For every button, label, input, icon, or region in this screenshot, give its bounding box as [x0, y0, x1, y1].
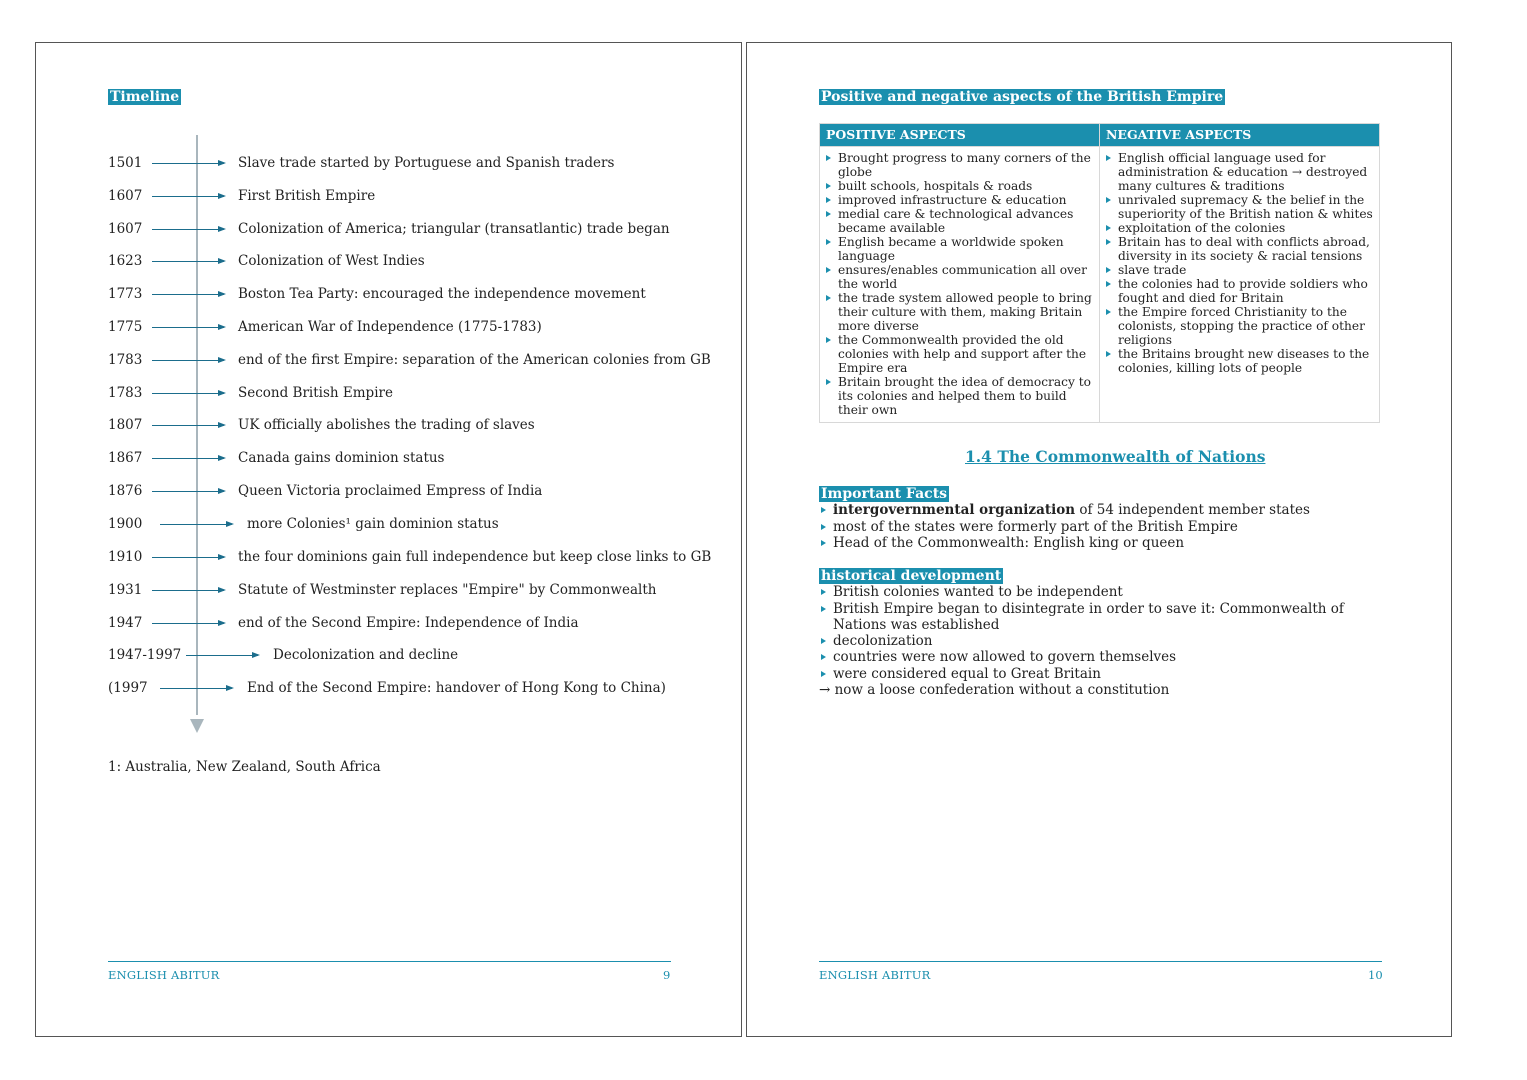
timeline-row	[36, 580, 736, 600]
section-title: 1.4 The Commonwealth of Nations	[965, 447, 1266, 466]
timeline-arrow	[152, 261, 224, 262]
timeline-row	[36, 514, 736, 534]
timeline-row	[36, 678, 736, 698]
aspects-table	[819, 123, 1380, 423]
negative-aspects-cell	[1100, 147, 1380, 423]
timeline-event: the four dominions gain full independence but keep close links to GB	[238, 549, 712, 565]
timeline-arrow	[152, 196, 224, 197]
timeline-event: End of the Second Empire: handover of Hong Kong to China)	[247, 680, 666, 696]
list-item: decolonization	[819, 633, 1389, 649]
timeline-arrow	[152, 163, 224, 164]
timeline-event: Boston Tea Party: encouraged the independence movement	[238, 286, 646, 302]
timeline-year: 1783	[108, 385, 143, 401]
timeline-axis-arrowhead	[190, 719, 204, 733]
list-item: exploitation of the colonies	[1104, 221, 1375, 235]
list-item: English official language used for administration & education → destroyed many cultures & traditions	[1104, 151, 1375, 193]
page-number: 9	[663, 968, 671, 982]
timeline-year: 1773	[108, 286, 143, 302]
historical-development-heading: historical development	[821, 568, 1002, 584]
list-item: Head of the Commonwealth: English king or queen	[819, 535, 1389, 551]
history-conclusion: → now a loose confederation without a constitution	[819, 682, 1170, 699]
timeline-arrow	[152, 393, 224, 394]
timeline-event: Slave trade started by Portuguese and Spanish traders	[238, 155, 615, 171]
list-item: British colonies wanted to be independent	[819, 584, 1389, 600]
footnote: 1: Australia, New Zealand, South Africa	[108, 759, 381, 775]
list-item: Britain brought the idea of democracy to its colonies and helped them to build their own	[824, 375, 1095, 417]
important-facts	[819, 486, 1389, 551]
timeline-arrow	[152, 425, 224, 426]
list-item: the trade system allowed people to bring their culture with them, making Britain more diverse	[824, 291, 1095, 333]
list-item: Britain has to deal with conflicts abroad, diversity in its society & racial tensions	[1104, 235, 1375, 263]
historical-development-list	[819, 584, 1389, 682]
timeline-year: 1876	[108, 483, 143, 499]
list-item: the Empire forced Christianity to the colonists, stopping the practice of other religions	[1104, 305, 1375, 347]
timeline-event: end of the first Empire: separation of the American colonies from GB	[238, 352, 711, 368]
list-item: improved infrastructure & education	[824, 193, 1095, 207]
timeline-event: Queen Victoria proclaimed Empress of India	[238, 483, 543, 499]
important-facts-list	[819, 502, 1389, 551]
timeline-year: 1947	[108, 615, 143, 631]
list-item: medial care & technological advances became available	[824, 207, 1095, 235]
page-number: 10	[1368, 968, 1383, 982]
timeline-event: end of the Second Empire: Independence of India	[238, 615, 579, 631]
facts-bold-term: intergovernmental organization	[833, 502, 1076, 519]
timeline-arrow	[186, 655, 258, 656]
timeline-year: 1867	[108, 450, 143, 466]
timeline-year: 1910	[108, 549, 143, 565]
timeline-year: 1900	[108, 516, 143, 532]
timeline-year: 1607	[108, 221, 143, 237]
timeline-year: 1931	[108, 582, 143, 598]
important-facts-heading: Important Facts	[821, 486, 948, 502]
timeline-row	[36, 613, 736, 633]
aspects-heading: Positive and negative aspects of the British Empire	[821, 89, 1224, 105]
timeline-year: 1783	[108, 352, 143, 368]
timeline-row	[36, 251, 736, 271]
timeline-event: Statute of Westminster replaces "Empire" by Commonwealth	[238, 582, 657, 598]
positive-aspects-list	[824, 151, 1095, 417]
historical-development	[819, 568, 1389, 698]
timeline-year: 1607	[108, 188, 143, 204]
list-item: were considered equal to Great Britain	[819, 666, 1389, 682]
footer-label: ENGLISH ABITUR	[819, 968, 931, 982]
timeline-arrow	[152, 229, 224, 230]
timeline-row	[36, 219, 736, 239]
list-item: countries were now allowed to govern themselves	[819, 649, 1389, 665]
list-item: built schools, hospitals & roads	[824, 179, 1095, 193]
list-item: the Britains brought new diseases to the colonies, killing lots of people	[1104, 347, 1375, 375]
list-item: the colonies had to provide soldiers who fought and died for Britain	[1104, 277, 1375, 305]
negative-aspects-header: NEGATIVE ASPECTS	[1100, 124, 1380, 147]
page-right	[746, 42, 1452, 1037]
list-item: the Commonwealth provided the old colonies with help and support after the Empire era	[824, 333, 1095, 375]
timeline-row	[36, 481, 736, 501]
timeline-year: 1623	[108, 253, 143, 269]
timeline-event: UK officially abolishes the trading of slaves	[238, 417, 535, 433]
timeline-row	[36, 415, 736, 435]
timeline-row	[36, 547, 736, 567]
timeline-arrow	[152, 557, 224, 558]
timeline-year: (1997	[108, 680, 148, 696]
timeline-arrow	[152, 294, 224, 295]
timeline-event: more Colonies¹ gain dominion status	[247, 516, 499, 532]
timeline-arrow	[160, 524, 232, 525]
list-item: most of the states were formerly part of the British Empire	[819, 519, 1389, 535]
footer-rule	[819, 961, 1382, 962]
timeline-row	[36, 350, 736, 370]
timeline-arrow	[152, 327, 224, 328]
timeline-heading: Timeline	[110, 89, 180, 105]
timeline-row	[36, 186, 736, 206]
list-item: British Empire began to disintegrate in order to save it: Commonwealth of Nations was established	[819, 601, 1389, 634]
positive-aspects-cell	[820, 147, 1100, 423]
facts-first-rest: of 54 independent member states	[1075, 502, 1310, 519]
timeline-event: First British Empire	[238, 188, 376, 204]
timeline-arrow	[152, 623, 224, 624]
timeline-event: Colonization of West Indies	[238, 253, 425, 269]
page-left	[35, 42, 742, 1037]
list-item: ensures/enables communication all over the world	[824, 263, 1095, 291]
timeline-event: Second British Empire	[238, 385, 393, 401]
timeline-row	[36, 448, 736, 468]
timeline-arrow	[160, 688, 232, 689]
timeline-row	[36, 153, 736, 173]
timeline-year: 1501	[108, 155, 143, 171]
list-item	[819, 502, 1389, 518]
timeline-row	[36, 383, 736, 403]
timeline-arrow	[152, 491, 224, 492]
timeline-event: Colonization of America; triangular (transatlantic) trade began	[238, 221, 670, 237]
footer-label: ENGLISH ABITUR	[108, 968, 220, 982]
timeline-year: 1807	[108, 417, 143, 433]
timeline-row	[36, 317, 736, 337]
footer-rule	[108, 961, 671, 962]
negative-aspects-list	[1104, 151, 1375, 375]
timeline-event: Decolonization and decline	[273, 647, 459, 663]
list-item: unrivaled supremacy & the belief in the superiority of the British nation & whites	[1104, 193, 1375, 221]
timeline-arrow	[152, 360, 224, 361]
timeline-year: 1947-1997	[108, 647, 182, 663]
timeline-row	[36, 284, 736, 304]
timeline-row	[36, 645, 736, 665]
timeline-arrow	[152, 458, 224, 459]
list-item: Brought progress to many corners of the globe	[824, 151, 1095, 179]
timeline-event: American War of Independence (1775-1783)	[238, 319, 542, 335]
timeline-event: Canada gains dominion status	[238, 450, 445, 466]
positive-aspects-header: POSITIVE ASPECTS	[820, 124, 1100, 147]
list-item: slave trade	[1104, 263, 1375, 277]
timeline-year: 1775	[108, 319, 143, 335]
timeline-arrow	[152, 590, 224, 591]
list-item: English became a worldwide spoken language	[824, 235, 1095, 263]
